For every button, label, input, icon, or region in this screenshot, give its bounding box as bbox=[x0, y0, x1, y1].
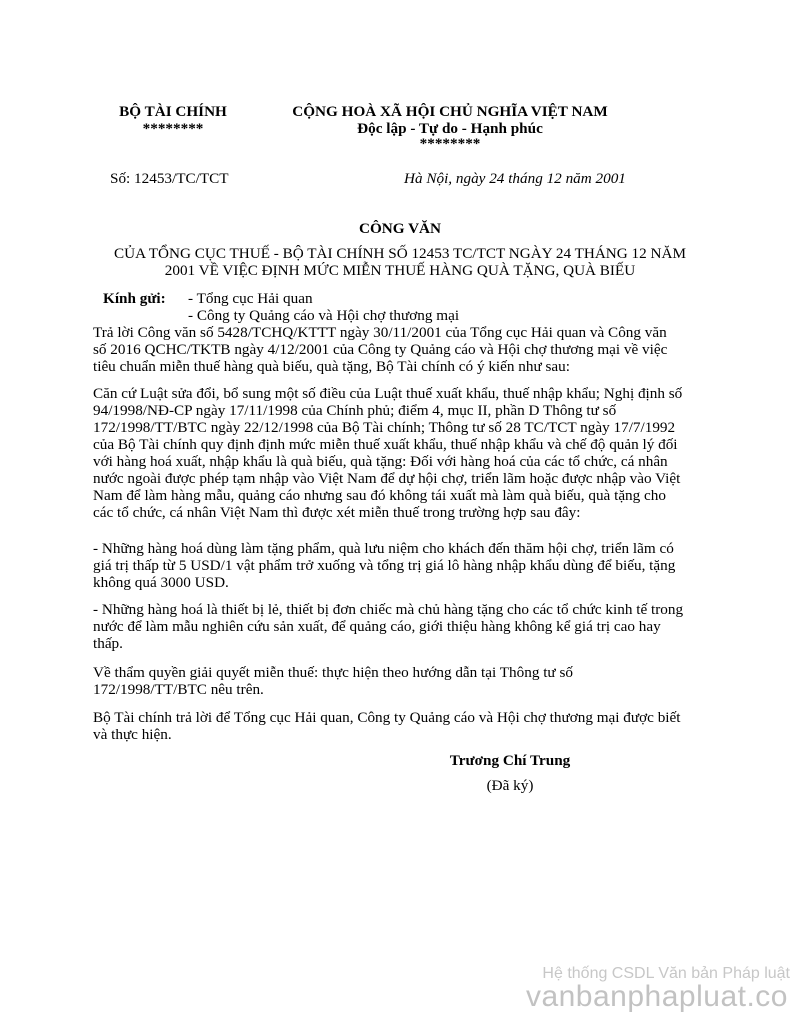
signature-status: (Đã ký) bbox=[486, 777, 534, 794]
paragraph-line: với hàng hoá xuất, nhập khẩu là quà biếu, quà tặng: Đối với hàng hoá của các tổ chức, cá nhân bbox=[93, 453, 668, 470]
paragraph-line: nước để làm mẫu nghiên cứu sản xuất, để quảng cáo, giới thiệu hàng không kể giá trị cao hay bbox=[93, 618, 661, 635]
paragraph-line: Về thẩm quyền giải quyết miễn thuế: thực hiện theo hướng dẫn tại Thông tư số bbox=[93, 664, 573, 681]
paragraph-line: thấp. bbox=[93, 635, 123, 652]
subject-line-2: 2001 VỀ VIỆC ĐỊNH MỨC MIỄN THUẾ HÀNG QUÀ TẶNG, QUÀ BIẾU bbox=[164, 262, 636, 279]
paragraph-line: Nam để làm hàng mẫu, quảng cáo nhưng sau đó không tái xuất mà làm quà biếu, quà tặng cho bbox=[93, 487, 666, 504]
watermark-caption: Hệ thống CSDL Văn bản Pháp luật bbox=[542, 965, 790, 982]
paragraph-line: giá trị thấp từ 5 USD/1 vật phẩm trở xuống và tổng trị giá lô hàng nhập khẩu dùng để biếu, tặng bbox=[93, 557, 676, 574]
paragraph-line: không quá 3000 USD. bbox=[93, 574, 229, 591]
subject-line-1: CỦA TỔNG CỤC THUẾ - BỘ TÀI CHÍNH SỐ 12453 TC/TCT NGÀY 24 THÁNG 12 NĂM bbox=[114, 245, 686, 262]
paragraph-line: của Bộ Tài chính quy định định mức miễn thuế xuất khẩu, thuế nhập khẩu và chế độ quản lý đối bbox=[93, 436, 678, 453]
paragraph-line: nước ngoài được phép tạm nhập vào Việt Nam để dự hội chợ, triển lãm hoặc được nhập vào Việt bbox=[93, 470, 681, 487]
motto: Độc lập - Tự do - Hạnh phúc bbox=[357, 120, 543, 137]
recipient-1: - Tổng cục Hải quan bbox=[188, 290, 313, 307]
org-name: BỘ TÀI CHÍNH bbox=[119, 103, 227, 120]
paragraph-line: và thực hiện. bbox=[93, 726, 172, 743]
paragraph-line: 172/1998/TT/BTC ngày 22/12/1998 của Bộ Tài chính; Thông tư số 28 TC/TCT ngày 17/7/1992 bbox=[93, 419, 676, 436]
nation-title: CỘNG HOÀ XÃ HỘI CHỦ NGHĨA VIỆT NAM bbox=[292, 103, 608, 120]
paragraph-6 bbox=[93, 709, 713, 743]
paragraph-line: tiêu chuẩn miễn thuế hàng quà biếu, quà tặng, Bộ Tài chính có ý kiến như sau: bbox=[93, 358, 570, 375]
paragraph-1 bbox=[93, 324, 713, 375]
signer-name: Trương Chí Trung bbox=[449, 752, 571, 769]
recipients-label: Kính gửi: bbox=[103, 290, 166, 307]
motto-stars: ******** bbox=[419, 135, 481, 152]
paragraph-line: Bộ Tài chính trả lời để Tổng cục Hải quan, Công ty Quảng cáo và Hội chợ thương mại được biết bbox=[93, 709, 681, 726]
paragraph-line: Trả lời Công văn số 5428/TCHQ/KTTT ngày 30/11/2001 của Tổng cục Hải quan và Công văn bbox=[93, 324, 667, 341]
paragraph-line: số 2016 QCHC/TKTB ngày 4/12/2001 của Công ty Quảng cáo và Hội chợ thương mại về việc bbox=[93, 341, 668, 358]
paragraph-line: - Những hàng hoá là thiết bị lẻ, thiết bị đơn chiếc mà chủ hàng tặng cho các tổ chức kinh tế trong bbox=[93, 601, 684, 618]
paragraph-2 bbox=[93, 385, 713, 521]
paragraph-5 bbox=[93, 664, 713, 698]
document-number: Số: 12453/TC/TCT bbox=[110, 170, 229, 187]
document-type: CÔNG VĂN bbox=[359, 220, 441, 237]
watermark-site: vanbanphapluat.co bbox=[525, 980, 788, 1013]
paragraph-line: Căn cứ Luật sửa đổi, bổ sung một số điều của Luật thuế xuất khẩu, thuế nhập khẩu; Nghị định số bbox=[93, 385, 683, 402]
paragraph-line: 94/1998/NĐ-CP ngày 17/11/1998 của Chính phủ; điểm 4, mục II, phần D Thông tư số bbox=[93, 402, 617, 419]
paragraph-3 bbox=[93, 540, 713, 591]
paragraph-line: - Những hàng hoá dùng làm tặng phẩm, quà lưu niệm cho khách đến thăm hội chợ, triển lãm có bbox=[93, 540, 674, 557]
recipient-2: - Công ty Quảng cáo và Hội chợ thương mại bbox=[188, 307, 460, 324]
paragraph-line: 172/1998/TT/BTC nêu trên. bbox=[93, 681, 264, 698]
place-date: Hà Nội, ngày 24 tháng 12 năm 2001 bbox=[404, 170, 626, 187]
paragraph-4 bbox=[93, 601, 713, 652]
paragraph-line: các tổ chức, cá nhân Việt Nam thì được xét miễn thuế trong trường hợp sau đây: bbox=[93, 504, 581, 521]
org-stars: ******** bbox=[142, 120, 204, 137]
